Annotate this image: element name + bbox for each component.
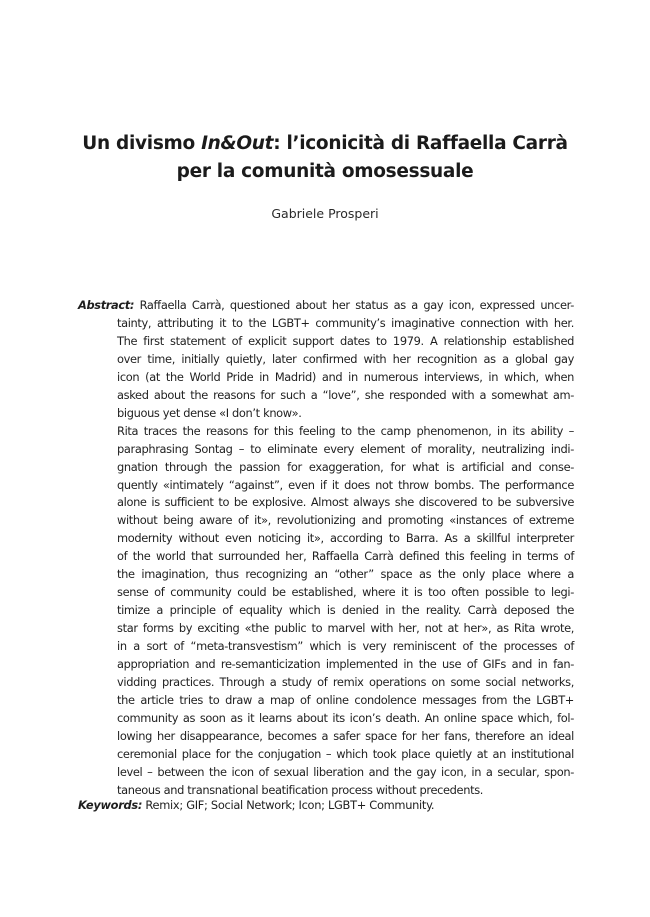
abstract-line: taneous and transnational beatification process without precedents. xyxy=(117,782,484,797)
abstract-line: Rita traces the reasons for this feeling to the camp phenomenon, in its ability – xyxy=(117,423,574,438)
abstract-line: gnation through the passion for exaggeration, for what is artificial and conse- xyxy=(117,459,574,474)
abstract-line: quently «intimately “against”, even if it does not throw bombs. The performance xyxy=(117,477,574,492)
title-line-1: Un divismo In&Out: l’iconicità di Raffaella Carrà xyxy=(82,133,568,154)
abstract-label: Abstract: xyxy=(78,298,135,312)
abstract-line: level – between the icon of sexual liberation and the gay icon, in a secular, spon- xyxy=(117,764,574,779)
title-line-2: per la comunità omosessuale xyxy=(176,161,474,182)
title-italic-term: In&Out xyxy=(201,133,274,154)
abstract-line: asked about the reasons for such a “love”, she responded with a somewhat am- xyxy=(117,387,574,402)
abstract-line: Abstract: Raffaella Carrà, questioned about her status as a gay icon, expressed uncer- xyxy=(78,298,574,312)
abstract-line: of the world that surrounded her, Raffaella Carrà defined this feeling in terms of xyxy=(117,549,574,564)
abstract-line: biguous yet dense «I don’t know». xyxy=(117,405,302,420)
abstract-line: sense of community could be established, where it is too often possible to legi- xyxy=(117,585,574,600)
abstract xyxy=(78,297,574,800)
abstract-line: tainty, attributing it to the LGBT+ community’s imaginative connection with her. xyxy=(117,315,574,330)
abstract-line: ceremonial place for the conjugation – which took place quietly at an institutional xyxy=(117,746,574,761)
keywords xyxy=(78,797,574,815)
keywords-list: Remix; GIF; Social Network; Icon; LGBT+ Community. xyxy=(142,798,435,812)
abstract-line: the article tries to draw a map of online condolence messages from the LGBT+ xyxy=(117,692,574,707)
abstract-line: timize a principle of equality which is denied in the reality. Carrà deposed the xyxy=(117,603,574,618)
abstract-line: The first statement of explicit support dates to 1979. A relationship established xyxy=(117,333,574,348)
abstract-line: the imagination, thus recognizing an “other” space as the only place where a xyxy=(117,567,574,582)
abstract-line: vidding practices. Through a study of remix operations on some social networks, xyxy=(117,675,574,690)
abstract-line: in a sort of “meta-transvestism” which is very reminiscent of the processes of xyxy=(117,639,574,654)
abstract-line: appropriation and re-semanticization implemented in the use of GIFs and in fan- xyxy=(117,657,574,672)
abstract-line: lowing her disappearance, becomes a safer space for her fans, therefore an ideal xyxy=(117,728,574,743)
abstract-line: paraphrasing Sontag – to eliminate every element of morality, neutralizing indi- xyxy=(117,441,574,456)
abstract-line: over time, initially quietly, later confirmed with her recognition as a global gay xyxy=(117,351,574,366)
abstract-line: alone is sufficient to be explosive. Almost always she discovered to be subversive xyxy=(117,495,574,510)
abstract-line: star forms by exciting «the public to marvel with her, not at her», as Rita wrote, xyxy=(117,621,574,636)
abstract-line: icon (at the World Pride in Madrid) and in numerous interviews, in which, when xyxy=(117,369,574,384)
author-name: Gabriele Prosperi xyxy=(271,206,379,221)
paper-title xyxy=(40,130,610,186)
abstract-line: without being aware of it», revolutionizing and promoting «instances of extreme xyxy=(117,513,574,528)
keywords-label: Keywords: xyxy=(78,798,143,812)
abstract-line: community as soon as it learns about its icon’s death. An online space which, fol- xyxy=(117,710,574,725)
abstract-line: modernity without even noticing it», according to Barra. As a skillful interpreter xyxy=(117,531,574,546)
